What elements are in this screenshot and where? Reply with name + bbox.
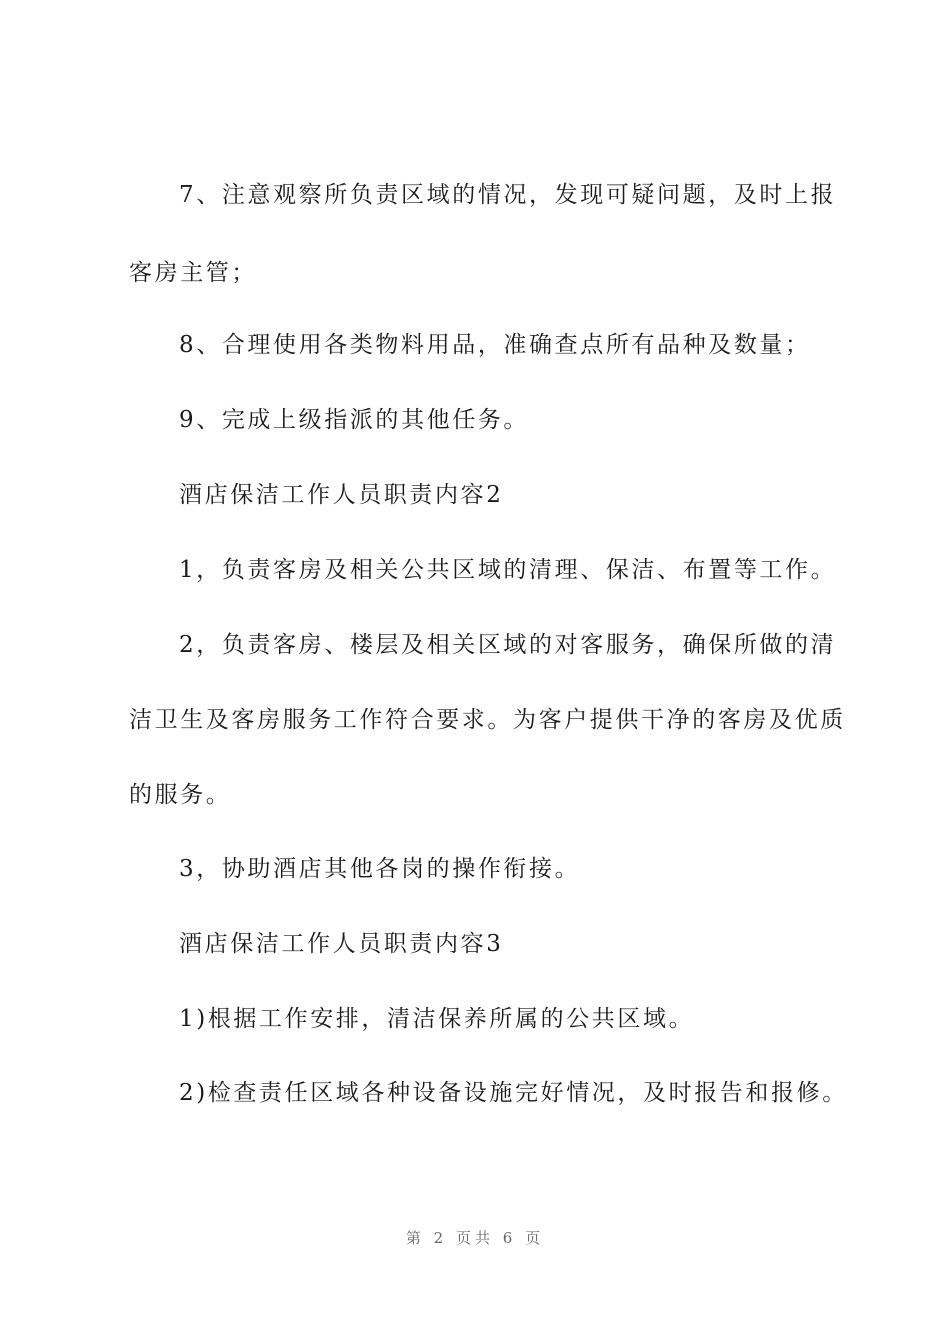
paragraph-7-line-1: 7、注意观察所负责区域的情况，发现可疑问题，及时上报 bbox=[179, 182, 837, 208]
section-heading-3: 酒店保洁工作人员职责内容3 bbox=[179, 931, 504, 957]
section-heading-2: 酒店保洁工作人员职责内容2 bbox=[179, 482, 504, 508]
paragraph-7-line-2: 客房主管； bbox=[129, 260, 257, 286]
page-number-footer: 第 2 页共 6 页 bbox=[405, 1229, 545, 1247]
section-3-item-1: 1)根据工作安排，清洁保养所属的公共区域。 bbox=[179, 1006, 695, 1032]
paragraph-8: 8、合理使用各类物料用品，准确查点所有品种及数量； bbox=[179, 332, 811, 358]
section-2-item-2-line-2: 洁卫生及客房服务工作符合要求。为客户提供干净的客房及优质 bbox=[129, 707, 846, 733]
section-2-item-1: 1，负责客房及相关公共区域的清理、保洁、布置等工作。 bbox=[179, 557, 837, 583]
section-2-item-2-line-3: 的服务。 bbox=[129, 782, 232, 808]
section-2-item-2-line-1: 2，负责客房、楼层及相关区域的对客服务，确保所做的清 bbox=[179, 632, 837, 658]
section-2-item-3: 3，协助酒店其他各岗的操作衔接。 bbox=[179, 856, 581, 882]
paragraph-9: 9、完成上级指派的其他任务。 bbox=[179, 407, 530, 433]
section-3-item-2: 2)检查责任区域各种设备设施完好情况，及时报告和报修。 bbox=[179, 1080, 848, 1106]
